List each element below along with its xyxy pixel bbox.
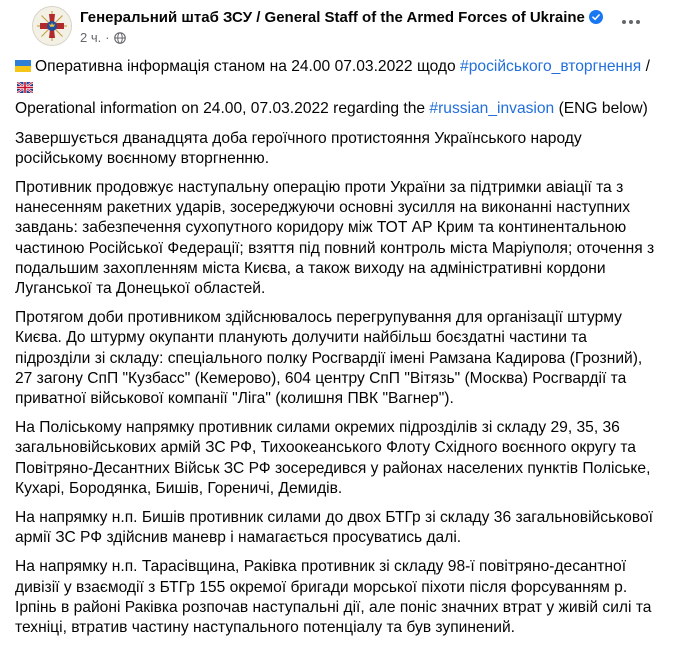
post-paragraph: Завершується дванадцята доба героїчного протистояння Українського народу російському воєнному вторгненню. — [15, 129, 582, 167]
post-header — [16, 0, 661, 58]
uk-flag-icon — [17, 79, 33, 99]
post-paragraph: На напрямку н.п. Тарасівщина, Раківка противник зі складу 98-ї повітряно-десантної дивізії у взаємодії з БТГр 155 окремої бригади морської піхоти після форсуванням р. Ірпінь в районі Раківка розпочав наступальні дії, але поніс значних втрат у живій силі та техніці, втратив частину наступального потенціалу та був зупинений. — [15, 558, 652, 637]
emblem-icon — [32, 6, 72, 46]
post-paragraph: Противник продовжує наступальну операцію проти України за підтримки авіації та з нанесенням ракетних ударів, зосереджуючи основні зусилля на виконанні наступних завдань: забезпечення сухопутного коридору між ТОТ АР Крим та континентальною частиною Російської Федерації; взяття під повний контроль міста Маріуполя; оточення з подальшим захопленням міста Києва, а також виходу на адміністративні кордони Луганської та Донецької областей. — [15, 179, 655, 298]
verified-badge-icon — [589, 10, 603, 29]
intro-en-suffix: (ENG below) — [558, 100, 648, 118]
more-options-icon — [622, 20, 640, 24]
intro-ua-text: Оперативна інформація станом на 24.00 07.03.2022 щодо — [35, 58, 456, 75]
post-intro — [15, 57, 657, 120]
post-paragraph: Протягом доби противником здійснювалось перегрупування для організації штурму Києва. До штурму окупанти планують долучити найбільш боєздатні частини та підрозділи зі складу: спеціального полку Росгвардії імені Рамзана Кадирова (Грозний), 27 загону СпП "Кузбасс" (Кемерово), 604 центру СпП "Вітязь" (Москва) Росгвардії та приватної військової компанії "Ліга" (колишня ПВК "Вагнер"). — [15, 309, 643, 408]
globe-icon[interactable] — [114, 32, 126, 48]
author-name[interactable]: Генеральний штаб ЗСУ / General Staff of the Armed Forces of Ukraine — [80, 9, 585, 26]
intro-slash: / — [645, 58, 650, 75]
intro-en-text: Operational information on 24.00, 07.03.2022 regarding the — [15, 100, 426, 118]
post-paragraph: На напрямку н.п. Бишів противник силами до двох БТГр зі складу 36 загальновійськової армії ЗС РФ здійснив маневр і намагається просуватись далі. — [15, 509, 653, 547]
post-meta — [80, 30, 126, 48]
more-options-button[interactable] — [613, 4, 649, 40]
page-avatar[interactable] — [32, 6, 72, 46]
post-timestamp[interactable]: 2 ч. — [80, 30, 102, 45]
post-paragraph: На Поліському напрямку противник силами окремих підрозділів зі складу 29, 35, 36 загальновійськових армій ЗС РФ, Тихоокеанського Флоту Східного воєнного округу та Повітряно-Десантних Військ ЗС РФ зосередився у районах населених пунктів Поліське, Кухарі, Бородянка, Бишів, Гореничі, Демидів. — [15, 419, 651, 497]
ukraine-flag-icon — [15, 58, 31, 78]
meta-separator: · — [105, 30, 110, 45]
author-line — [80, 8, 603, 29]
hashtag-russian-invasion-ua[interactable]: #російського_вторгнення — [460, 58, 642, 75]
post-body — [15, 57, 657, 647]
hashtag-russian-invasion-en[interactable]: #russian_invasion — [429, 100, 555, 118]
